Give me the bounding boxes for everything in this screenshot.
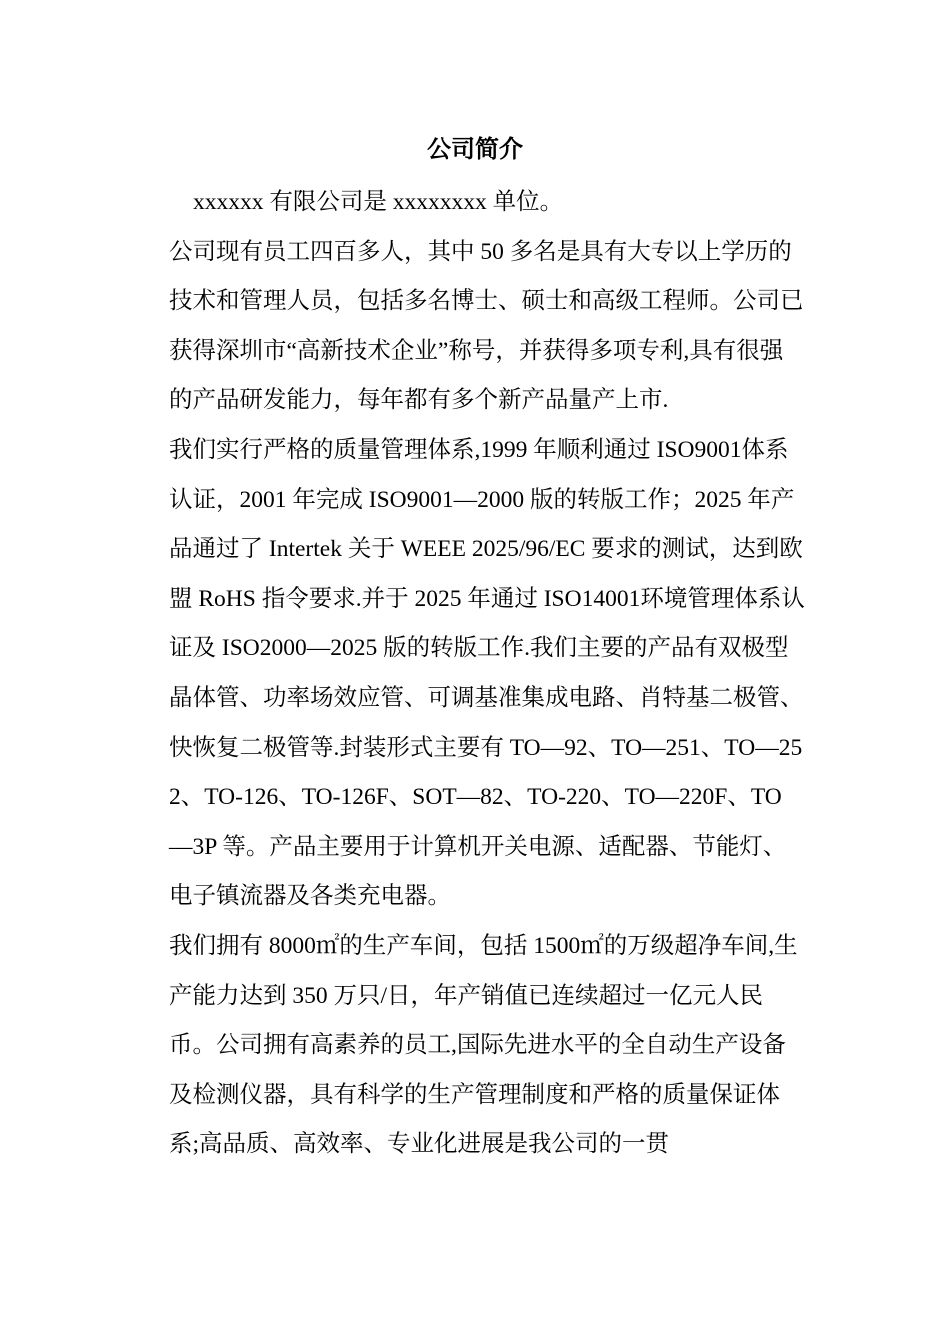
page-title: 公司简介: [427, 134, 523, 163]
intro-paragraph: xxxxxx 有限公司是 xxxxxxxx 单位。: [193, 189, 564, 215]
document-body: [145, 178, 805, 1170]
quality-paragraph: 我们实行严格的质量管理体系,1999 年顺利通过 ISO9001体系认证，2001 年完成 ISO9001—2000 版的转版工作；2025 年产品通过了 Intertek 关于 WEEE 2025/96/EC 要求的测试，达到欧盟 RoHS 指令要求.并于 2025 年通过 ISO14001环境管理体系认证及 ISO2000—2025 版的转版工作.我们主要的产品有双极型晶体管、功率场效应管、可调基准集成电路、肖特基二极管、快恢复二极管等.封装形式主要有 TO—92、TO—251、TO—252、TO-126、TO-126F、SOT—82、TO-220、TO—220F、TO—3P 等。产品主要用于计算机开关电源、适配器、节能灯、电子镇流器及各类充电器。: [169, 436, 805, 910]
staff-paragraph: 公司现有员工四百多人，其中 50 多名是具有大专以上学历的技术和管理人员，包括多名博士、硕士和高级工程师。公司已获得深圳市“高新技术企业”称号，并获得多项专利,具有很强的产品研发能力，每年都有多个新产品量产上市.: [169, 238, 804, 414]
facility-paragraph: 我们拥有 8000㎡的生产车间，包括 1500㎡的万级超净车间,生产能力达到 350 万只/日，年产销值已连续超过一亿元人民币。公司拥有高素养的员工,国际先进水平的全自动生产设备及检测仪器，具有科学的生产管理制度和严格的质量保证体系;高品质、高效率、专业化进展是我公司的一贯: [169, 932, 798, 1158]
